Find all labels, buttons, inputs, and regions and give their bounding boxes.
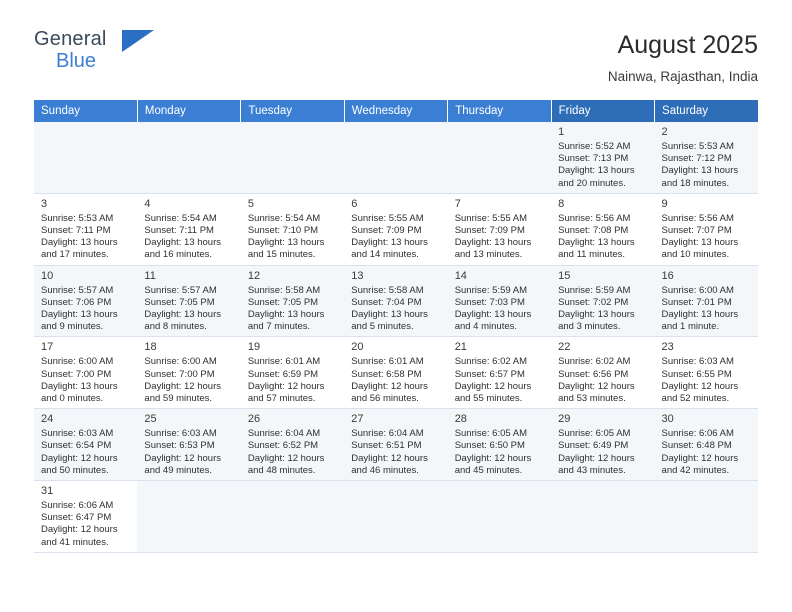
- day-info-line: Sunset: 6:55 PM: [661, 368, 732, 380]
- day-info-line: and 41 minutes.: [41, 536, 109, 548]
- calendar-cell-empty: [137, 481, 240, 553]
- day-info-line: Sunrise: 5:53 AM: [41, 212, 114, 224]
- day-info-line: Sunrise: 6:00 AM: [41, 356, 114, 368]
- day-info-line: Sunrise: 6:03 AM: [144, 428, 217, 440]
- calendar-body: [34, 122, 758, 552]
- day-number: 25: [144, 413, 157, 426]
- day-number: 16: [661, 269, 674, 282]
- day-info-line: Sunset: 7:00 PM: [144, 368, 215, 380]
- day-number: 2: [661, 126, 668, 138]
- calendar-cell-day-19[interactable]: [241, 337, 344, 409]
- day-number: 4: [144, 197, 151, 210]
- calendar-week-row: [34, 409, 758, 481]
- calendar-cell-day-1[interactable]: [551, 122, 654, 193]
- day-info-line: and 15 minutes.: [247, 249, 316, 261]
- day-info-line: Daylight: 13 hours: [558, 237, 635, 249]
- day-number: 24: [41, 413, 54, 426]
- day-info-line: Daylight: 12 hours: [558, 380, 635, 392]
- calendar-cell-day-31[interactable]: [34, 481, 137, 553]
- day-info-line: and 8 minutes.: [144, 321, 207, 333]
- day-info-line: and 53 minutes.: [558, 393, 626, 405]
- calendar-cell-empty: [551, 481, 654, 553]
- calendar-cell-day-25[interactable]: [137, 409, 240, 481]
- day-number: 27: [351, 413, 364, 426]
- day-info-line: Sunset: 6:53 PM: [144, 440, 215, 452]
- day-info-line: Sunset: 7:01 PM: [661, 296, 732, 308]
- calendar-cell-empty: [241, 122, 344, 193]
- day-info-line: Daylight: 12 hours: [41, 452, 118, 464]
- day-info-line: Sunrise: 6:05 AM: [454, 428, 528, 440]
- day-info-line: Sunrise: 5:54 AM: [247, 212, 321, 224]
- day-info-line: Daylight: 12 hours: [661, 452, 739, 464]
- calendar-cell-day-18[interactable]: [137, 337, 240, 409]
- day-number: 21: [454, 341, 467, 354]
- calendar-cell-day-29[interactable]: [551, 409, 654, 481]
- calendar-cell-day-14[interactable]: [448, 265, 551, 337]
- day-info-line: Sunrise: 5:57 AM: [144, 284, 217, 296]
- day-info-line: Sunset: 7:05 PM: [144, 296, 215, 308]
- calendar-table: [34, 100, 758, 553]
- calendar-cell-empty: [448, 481, 551, 553]
- day-info-line: Sunrise: 6:06 AM: [41, 500, 114, 512]
- day-info-line: Sunset: 6:49 PM: [558, 440, 629, 452]
- day-number: 19: [247, 341, 261, 354]
- day-info-line: and 57 minutes.: [247, 393, 316, 405]
- day-info-line: Sunset: 6:50 PM: [454, 440, 525, 452]
- day-number: 28: [454, 413, 467, 426]
- day-info-line: Sunrise: 5:59 AM: [558, 284, 631, 296]
- day-number: 5: [247, 197, 254, 210]
- day-info-line: Sunset: 7:13 PM: [558, 153, 629, 165]
- day-info-line: and 5 minutes.: [351, 321, 414, 333]
- day-number: 10: [41, 269, 54, 282]
- day-info-line: and 17 minutes.: [41, 249, 109, 261]
- day-info-line: Daylight: 12 hours: [41, 524, 118, 536]
- calendar-cell-day-15[interactable]: [551, 265, 654, 337]
- day-info-line: Sunset: 7:11 PM: [41, 225, 111, 237]
- day-info-line: Sunrise: 6:02 AM: [558, 356, 631, 368]
- day-info-line: and 9 minutes.: [41, 321, 104, 333]
- calendar-cell-day-7[interactable]: [448, 193, 551, 265]
- day-info-line: and 16 minutes.: [144, 249, 213, 261]
- day-info-line: and 4 minutes.: [454, 321, 518, 333]
- day-info-line: and 1 minute.: [661, 321, 720, 333]
- page-header: [0, 0, 792, 84]
- day-info-line: Sunrise: 5:58 AM: [351, 284, 424, 296]
- day-info-line: Sunrise: 6:00 AM: [144, 356, 217, 368]
- calendar-cell-empty: [344, 122, 447, 193]
- day-info-line: and 59 minutes.: [144, 393, 213, 405]
- day-info-line: Daylight: 12 hours: [351, 452, 428, 464]
- calendar-cell-day-6[interactable]: [344, 193, 447, 265]
- calendar-cell-day-21[interactable]: [448, 337, 551, 409]
- day-info-line: Sunset: 7:11 PM: [144, 225, 214, 237]
- column-header-tuesday: Tuesday: [241, 100, 344, 122]
- day-number: 9: [661, 197, 668, 210]
- calendar-week-row: [34, 122, 758, 193]
- day-info-line: Sunset: 7:06 PM: [41, 296, 112, 308]
- day-info-line: Sunrise: 6:05 AM: [558, 428, 631, 440]
- calendar-cell-empty: [344, 481, 447, 553]
- day-info-line: and 50 minutes.: [41, 464, 109, 476]
- calendar-week-row: [34, 265, 758, 337]
- day-info-line: and 10 minutes.: [661, 249, 730, 261]
- calendar-cell-day-17[interactable]: [34, 337, 137, 409]
- day-info-line: and 7 minutes.: [247, 321, 311, 333]
- day-number: 30: [661, 413, 674, 426]
- day-info-line: Daylight: 13 hours: [144, 237, 221, 249]
- day-info-line: and 20 minutes.: [558, 177, 626, 189]
- day-info-line: Daylight: 13 hours: [144, 309, 221, 321]
- day-info-line: Sunset: 7:00 PM: [41, 368, 112, 380]
- day-info-line: Daylight: 12 hours: [247, 452, 325, 464]
- calendar-cell-day-28[interactable]: [448, 409, 551, 481]
- day-info-line: Sunrise: 6:00 AM: [661, 284, 734, 296]
- day-number: 17: [41, 341, 54, 354]
- day-number: 18: [144, 341, 157, 354]
- day-info-line: Sunset: 7:09 PM: [351, 225, 422, 237]
- day-info-line: Sunset: 7:05 PM: [247, 296, 319, 308]
- column-header-saturday: Saturday: [655, 100, 758, 122]
- day-info-line: Sunrise: 6:01 AM: [247, 356, 321, 368]
- calendar-cell-empty: [34, 122, 137, 193]
- calendar-cell-day-23[interactable]: [655, 337, 758, 409]
- day-info-line: Sunrise: 5:53 AM: [661, 141, 734, 152]
- day-info-line: Sunset: 7:08 PM: [558, 225, 629, 237]
- day-info-line: Sunrise: 6:06 AM: [661, 428, 734, 440]
- general-blue-logo: [34, 28, 154, 74]
- day-number: 8: [558, 197, 565, 210]
- column-header-thursday: Thursday: [448, 100, 551, 122]
- day-info-line: Sunrise: 6:03 AM: [661, 356, 734, 368]
- day-info-line: Daylight: 13 hours: [41, 380, 118, 392]
- day-info-line: Sunset: 7:04 PM: [351, 296, 422, 308]
- day-number: 15: [558, 269, 571, 282]
- calendar-cell-day-24[interactable]: [34, 409, 137, 481]
- day-info-line: and 42 minutes.: [661, 464, 730, 476]
- day-info-line: and 13 minutes.: [454, 249, 523, 261]
- day-info-line: Sunset: 7:03 PM: [454, 296, 525, 308]
- day-info-line: Daylight: 13 hours: [661, 165, 739, 177]
- day-info-line: Sunrise: 6:04 AM: [351, 428, 424, 440]
- day-info-line: Daylight: 12 hours: [351, 380, 428, 392]
- day-info-line: and 0 minutes.: [41, 393, 104, 405]
- day-info-line: and 48 minutes.: [247, 464, 316, 476]
- calendar-cell-day-22[interactable]: [551, 337, 654, 409]
- column-header-friday: Friday: [551, 100, 654, 122]
- calendar-cell-day-3[interactable]: [34, 193, 137, 265]
- day-info-line: Sunset: 6:48 PM: [661, 440, 732, 452]
- day-info-line: Sunset: 6:52 PM: [247, 440, 319, 452]
- day-number: 29: [558, 413, 571, 426]
- day-info-line: and 55 minutes.: [454, 393, 523, 405]
- triangle-icon: [122, 30, 154, 52]
- day-info-line: and 11 minutes.: [558, 249, 626, 261]
- day-info-line: Daylight: 12 hours: [454, 452, 532, 464]
- day-info-line: Daylight: 13 hours: [41, 309, 118, 321]
- day-info-line: and 49 minutes.: [144, 464, 213, 476]
- day-info-line: Daylight: 12 hours: [144, 380, 221, 392]
- day-info-line: Sunset: 6:47 PM: [41, 512, 112, 524]
- day-info-line: and 45 minutes.: [454, 464, 523, 476]
- day-info-line: Daylight: 13 hours: [661, 237, 739, 249]
- column-header-monday: Monday: [137, 100, 240, 122]
- day-info-line: Sunset: 6:59 PM: [247, 368, 319, 380]
- day-info-line: Sunrise: 5:56 AM: [558, 212, 631, 224]
- day-info-line: Daylight: 13 hours: [454, 237, 532, 249]
- day-info-line: Sunrise: 5:54 AM: [144, 212, 217, 224]
- calendar-cell-day-10[interactable]: [34, 265, 137, 337]
- day-number: 13: [351, 269, 364, 282]
- calendar-cell-empty: [655, 481, 758, 553]
- calendar-cell-empty: [137, 122, 240, 193]
- day-info-line: and 18 minutes.: [661, 177, 730, 189]
- day-info-line: Daylight: 12 hours: [247, 380, 325, 392]
- day-info-line: Sunrise: 5:57 AM: [41, 284, 114, 296]
- day-info-line: Sunrise: 5:55 AM: [351, 212, 424, 224]
- column-header-sunday: Sunday: [34, 100, 137, 122]
- day-info-line: Daylight: 13 hours: [454, 309, 532, 321]
- calendar-cell-day-4[interactable]: [137, 193, 240, 265]
- day-number: 12: [247, 269, 261, 282]
- day-number: 23: [661, 341, 674, 354]
- day-number: 6: [351, 197, 358, 210]
- calendar-cell-day-30[interactable]: [655, 409, 758, 481]
- calendar-week-row: [34, 481, 758, 553]
- day-info-line: Sunset: 7:12 PM: [661, 153, 732, 165]
- day-number: 26: [247, 413, 261, 426]
- day-info-line: Daylight: 13 hours: [351, 309, 428, 321]
- column-header-wednesday: Wednesday: [344, 100, 447, 122]
- day-info-line: Sunset: 7:10 PM: [247, 225, 319, 237]
- calendar-cell-day-27[interactable]: [344, 409, 447, 481]
- calendar-cell-empty: [241, 481, 344, 553]
- day-info-line: Daylight: 12 hours: [454, 380, 532, 392]
- day-info-line: Sunset: 6:57 PM: [454, 368, 525, 380]
- calendar-cell-day-11[interactable]: [137, 265, 240, 337]
- day-number: 7: [454, 197, 461, 210]
- calendar-week-row: [34, 193, 758, 265]
- calendar-cell-day-13[interactable]: [344, 265, 447, 337]
- day-info-line: Sunrise: 6:04 AM: [247, 428, 321, 440]
- day-info-line: Daylight: 13 hours: [558, 309, 635, 321]
- day-info-line: and 52 minutes.: [661, 393, 730, 405]
- calendar-cell-day-8[interactable]: [551, 193, 654, 265]
- day-info-line: Sunrise: 5:56 AM: [661, 212, 734, 224]
- day-info-line: Sunrise: 5:59 AM: [454, 284, 528, 296]
- day-number: 20: [351, 341, 364, 354]
- title-block: [608, 28, 758, 84]
- page-title: August 2025: [617, 31, 758, 59]
- day-info-line: Daylight: 13 hours: [351, 237, 428, 249]
- calendar-week-row: [34, 337, 758, 409]
- day-info-line: Sunset: 6:56 PM: [558, 368, 629, 380]
- location-subtitle: Nainwa, Rajasthan, India: [607, 69, 758, 84]
- day-info-line: Sunset: 7:09 PM: [454, 225, 525, 237]
- calendar-cell-day-9[interactable]: [655, 193, 758, 265]
- day-number: 31: [41, 485, 54, 498]
- logo-text-blue: Blue: [56, 50, 97, 72]
- day-info-line: Sunset: 7:02 PM: [558, 296, 629, 308]
- day-info-line: Daylight: 12 hours: [661, 380, 739, 392]
- day-info-line: and 56 minutes.: [351, 393, 419, 405]
- day-info-line: Sunset: 6:58 PM: [351, 368, 422, 380]
- day-info-line: and 43 minutes.: [558, 464, 626, 476]
- calendar-cell-day-26[interactable]: [241, 409, 344, 481]
- day-info-line: Daylight: 12 hours: [558, 452, 635, 464]
- day-info-line: Sunrise: 5:58 AM: [247, 284, 321, 296]
- day-number: 11: [144, 269, 156, 282]
- day-info-line: Daylight: 12 hours: [144, 452, 221, 464]
- day-number: 3: [41, 197, 48, 210]
- day-info-line: Daylight: 13 hours: [247, 309, 325, 321]
- day-number: 1: [558, 126, 565, 138]
- day-number: 22: [558, 341, 571, 354]
- day-info-line: and 14 minutes.: [351, 249, 419, 261]
- calendar-cell-day-5[interactable]: [241, 193, 344, 265]
- day-info-line: Daylight: 13 hours: [247, 237, 325, 249]
- calendar-cell-empty: [448, 122, 551, 193]
- calendar-header-row: [34, 100, 758, 122]
- day-info-line: Daylight: 13 hours: [41, 237, 118, 249]
- calendar-cell-day-20[interactable]: [344, 337, 447, 409]
- day-info-line: Sunrise: 6:03 AM: [41, 428, 114, 440]
- day-info-line: and 3 minutes.: [558, 321, 621, 333]
- day-info-line: Daylight: 13 hours: [558, 165, 635, 177]
- calendar-cell-day-2[interactable]: [655, 122, 758, 193]
- day-number: 14: [454, 269, 467, 282]
- logo-text-general: General: [34, 28, 107, 50]
- day-info-line: Sunrise: 6:01 AM: [351, 356, 424, 368]
- day-info-line: Sunset: 7:07 PM: [661, 225, 732, 237]
- day-info-line: Sunset: 6:54 PM: [41, 440, 112, 452]
- day-info-line: Daylight: 13 hours: [661, 309, 739, 321]
- day-info-line: and 46 minutes.: [351, 464, 419, 476]
- day-info-line: Sunrise: 5:55 AM: [454, 212, 528, 224]
- day-info-line: Sunrise: 6:02 AM: [454, 356, 528, 368]
- day-info-line: Sunrise: 5:52 AM: [558, 141, 631, 152]
- day-info-line: Sunset: 6:51 PM: [351, 440, 422, 452]
- calendar-cell-day-16[interactable]: [655, 265, 758, 337]
- calendar-cell-day-12[interactable]: [241, 265, 344, 337]
